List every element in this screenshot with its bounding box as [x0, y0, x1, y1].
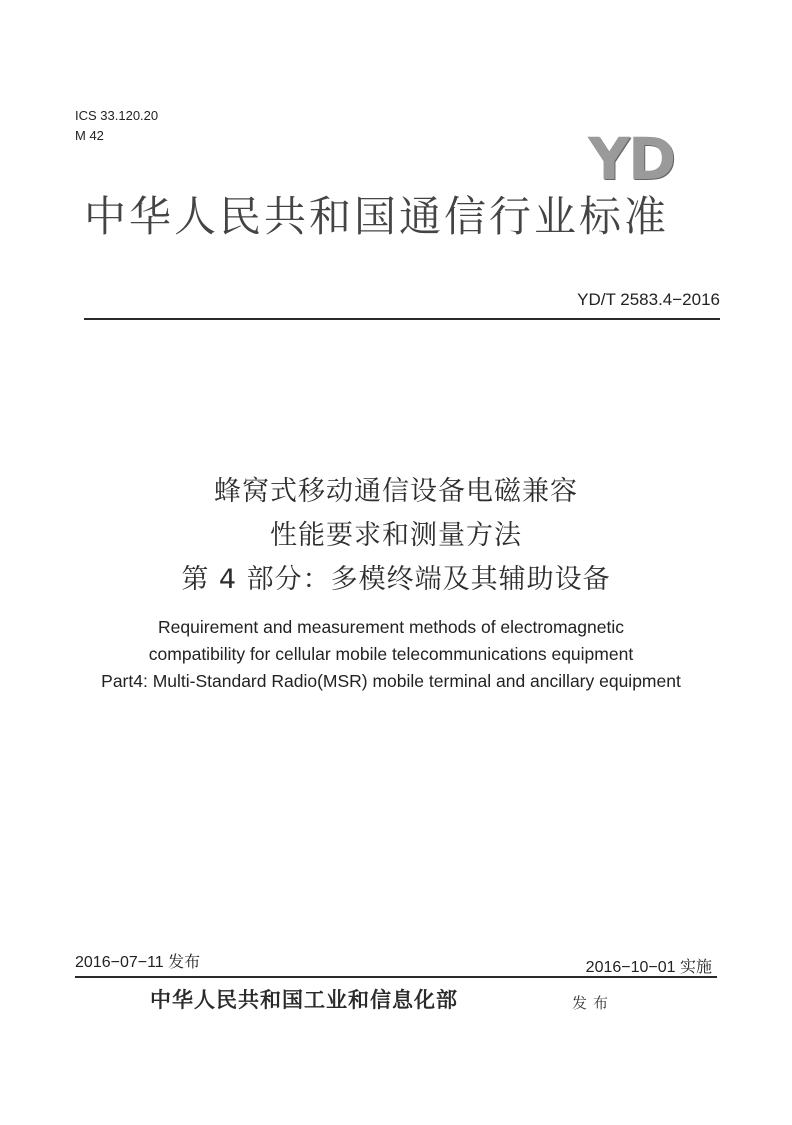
top-divider	[84, 318, 720, 320]
title-en-block	[0, 614, 782, 695]
standard-category-title: 中华人民共和国通信行业标准	[84, 192, 670, 241]
yd-logo: YD	[588, 125, 675, 193]
title-cn-block	[0, 470, 792, 602]
title-cn-line-1: 蜂窝式移动通信设备电磁兼容	[214, 476, 578, 507]
bottom-divider	[75, 976, 717, 978]
title-cn-line-2: 性能要求和测量方法	[270, 520, 522, 551]
title-en-line-3: Part4: Multi-Standard Radio(MSR) mobile terminal and ancillary equipment	[101, 671, 681, 691]
classification-code: M 42	[75, 128, 104, 143]
title-en-line-2: compatibility for cellular mobile telecommunications equipment	[148, 644, 634, 664]
standard-number: YD/T 2583.4−2016	[577, 290, 720, 309]
implement-date: 2016−10−01 实施	[585, 959, 712, 976]
title-cn-line-3: 第 4 部分：多模终端及其辅助设备	[181, 564, 611, 595]
title-en-line-1: Requirement and measurement methods of electromagnetic	[158, 617, 624, 637]
publish-date: 2016−07−11 发布	[75, 954, 201, 971]
issuer-suffix: 发布	[572, 994, 615, 1012]
ics-code: ICS 33.120.20	[75, 108, 159, 123]
issuer-name: 中华人民共和国工业和信息化部	[150, 987, 458, 1012]
